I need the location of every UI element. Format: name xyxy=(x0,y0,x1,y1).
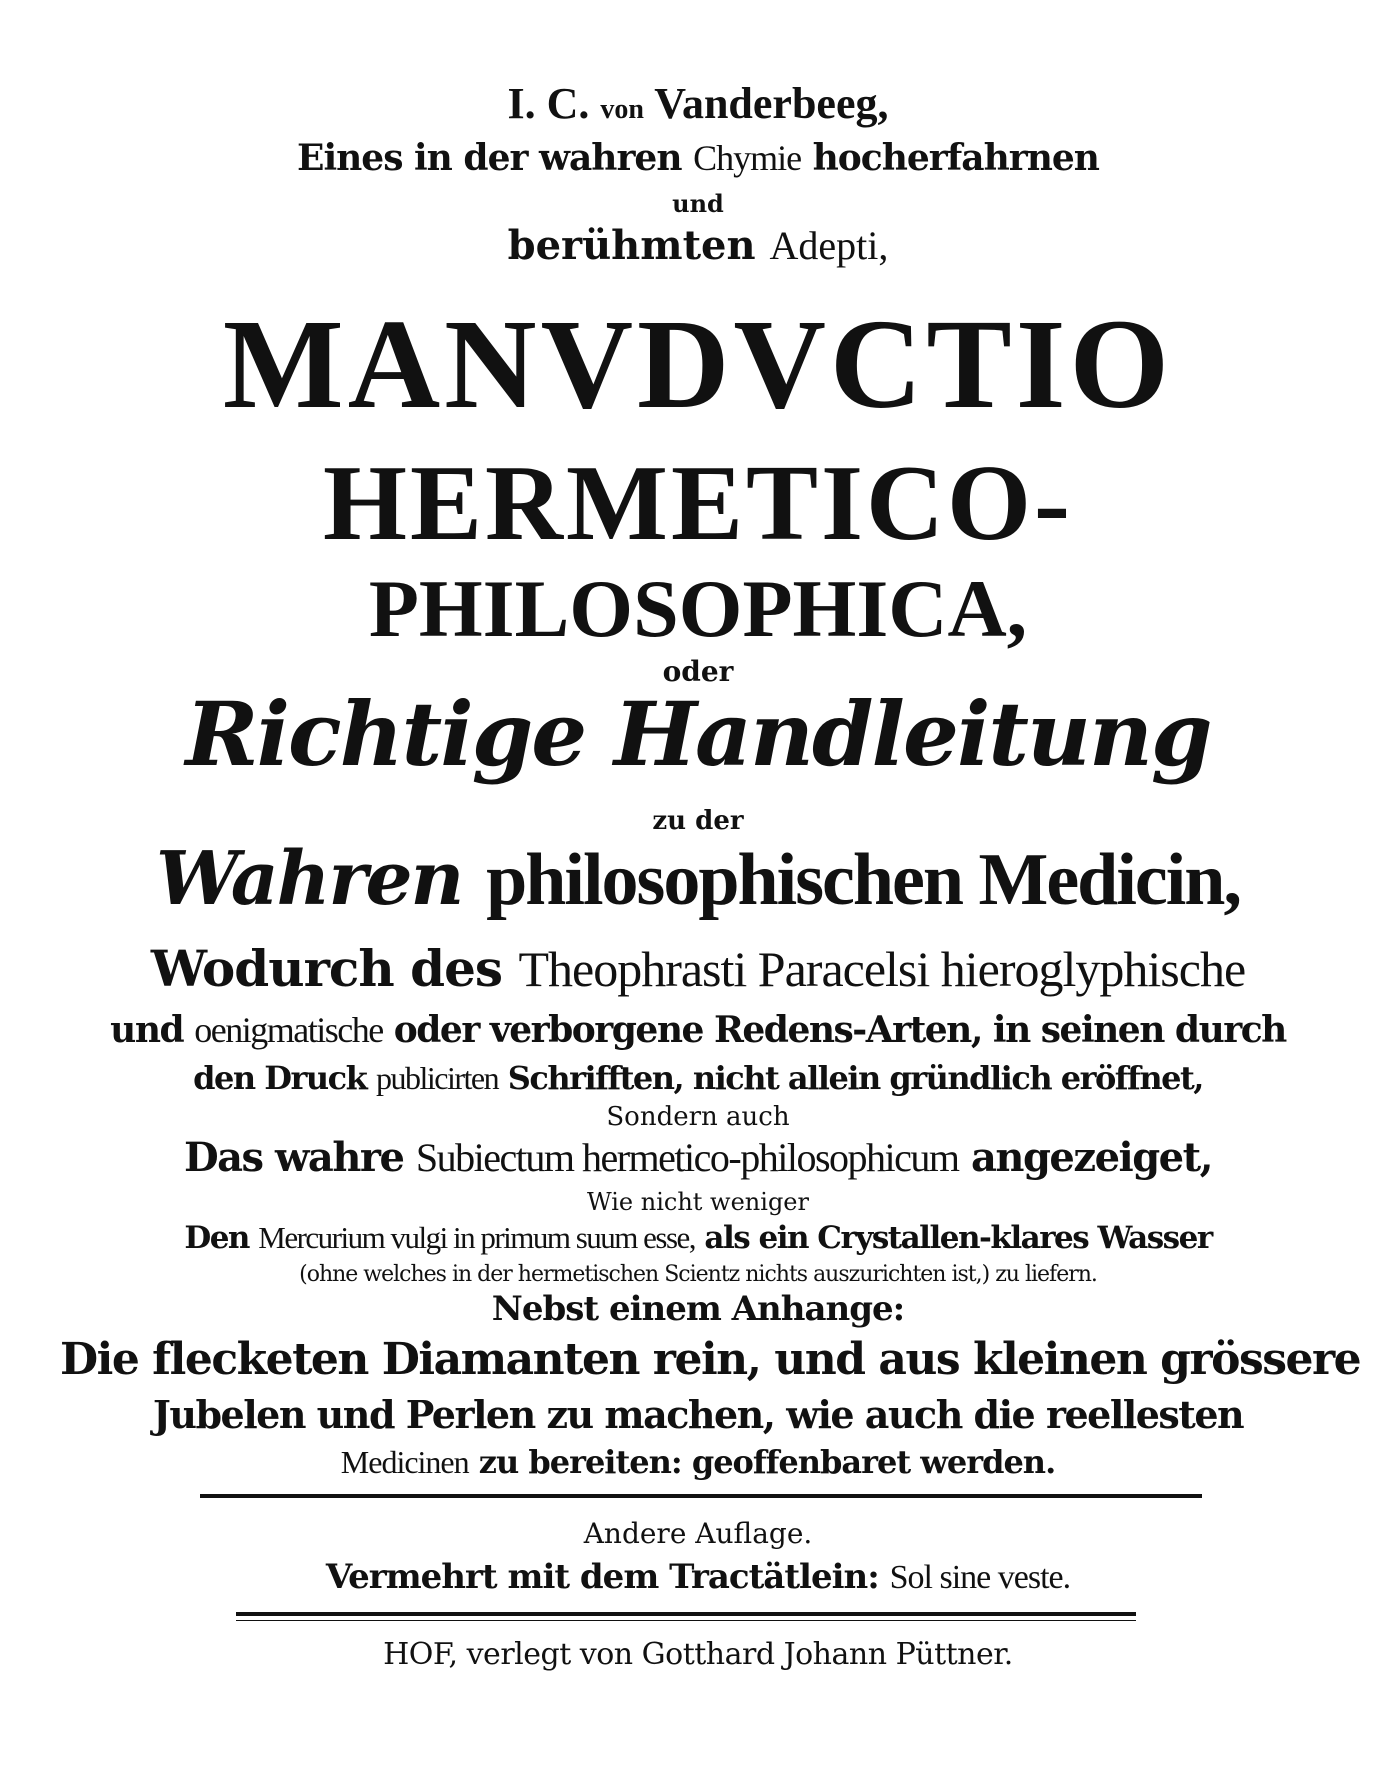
rule-lower-thin xyxy=(236,1620,1136,1621)
body-3-part2: publicirten xyxy=(375,1060,499,1096)
descriptor-part2: Chymie xyxy=(693,138,802,178)
edition-line: Andere Auflage. xyxy=(583,1517,813,1550)
augmented-line xyxy=(60,1557,1336,1597)
body-7-part2: Mercurium vulgi in primum suum esse, xyxy=(258,1220,696,1255)
body-7-part1: Den xyxy=(184,1220,249,1256)
imprint-line: HOF, verlegt von Gotthard Johann Püttner. xyxy=(383,1637,1013,1672)
body-line-6: Wie nicht weniger xyxy=(587,1188,809,1216)
descriptor-part3: hocherfahrnen xyxy=(812,137,1099,179)
body-line-2 xyxy=(60,1009,1336,1051)
body-12-part1: Medicinen xyxy=(340,1444,469,1480)
body-line-12 xyxy=(60,1443,1336,1481)
rule-lower-thick xyxy=(236,1612,1136,1616)
descriptor-part1: Eines in der wahren xyxy=(297,137,682,179)
body-line-7 xyxy=(60,1222,1336,1254)
body-1-part1: Wodurch des xyxy=(150,939,503,998)
body-line-1 xyxy=(60,939,1336,998)
body-line-5 xyxy=(60,1134,1336,1181)
title-hermetico: HERMETICO- xyxy=(322,444,1074,563)
body-3-part3: Schrifften, nicht allein gründlich eröffnet, xyxy=(507,1059,1203,1097)
body-2-part1: und xyxy=(110,1009,184,1051)
title-manuductio: MANVDVCTIO xyxy=(222,293,1174,435)
body-3-part1: den Druck xyxy=(193,1059,367,1097)
body-5-part2: Subiectum hermetico-philosophicum xyxy=(415,1135,959,1180)
subtitle-richtige-handleitung: Richtige Handleitung xyxy=(185,682,1211,786)
augmented-part2: Sol sine veste. xyxy=(889,1559,1071,1596)
subtitle-wahren-medicin xyxy=(60,836,1336,922)
body-line-11: Jubelen und Perlen zu machen, wie auch die reellesten xyxy=(152,1392,1244,1437)
adept-line xyxy=(60,222,1336,269)
subtitle-wahren: Wahren xyxy=(156,836,463,922)
author-line xyxy=(60,79,1336,128)
oder-line: oder xyxy=(662,655,734,688)
body-5-part1: Das wahre xyxy=(183,1134,404,1181)
author-initials: I. C. xyxy=(507,79,590,128)
body-line-10: Die flecketen Diamanten rein, und aus kleinen grössere xyxy=(60,1334,1361,1385)
zu-der-line: zu der xyxy=(652,806,744,836)
body-line-9: Nebst einem Anhange: xyxy=(491,1289,905,1329)
body-5-part3: angezeiget, xyxy=(970,1134,1213,1181)
body-2-part2: oenigmatische xyxy=(194,1010,383,1050)
augmented-part1: Vermehrt mit dem Tractätlein: xyxy=(325,1557,879,1597)
subtitle-medicin: philosophischen Medicin, xyxy=(486,839,1240,921)
body-12-part2: zu bereiten: geoffenbaret werden. xyxy=(478,1443,1056,1481)
body-7-part3: als ein Crystallen-klares Wasser xyxy=(704,1220,1212,1256)
adept-part2: Adepti, xyxy=(769,223,889,268)
author-surname: Vanderbeeg, xyxy=(654,79,889,128)
descriptor-line xyxy=(60,137,1336,179)
und-line: und xyxy=(672,189,724,218)
body-line-3 xyxy=(60,1059,1336,1097)
author-von: von xyxy=(600,94,644,125)
adept-part1: berühmten xyxy=(507,222,756,269)
title-philosophica: PHILOSOPHICA, xyxy=(368,563,1028,654)
rule-upper xyxy=(200,1494,1202,1498)
body-line-4: Sondern auch xyxy=(606,1102,790,1132)
body-line-8: (ohne welches in der hermetischen Scientz nichts auszurichten ist,) zu liefern. xyxy=(299,1262,1097,1287)
body-2-part3: oder verborgene Redens-Arten, in seinen durch xyxy=(393,1009,1286,1051)
body-1-part2: Theophrasti Paracelsi hieroglyphische xyxy=(518,941,1246,997)
